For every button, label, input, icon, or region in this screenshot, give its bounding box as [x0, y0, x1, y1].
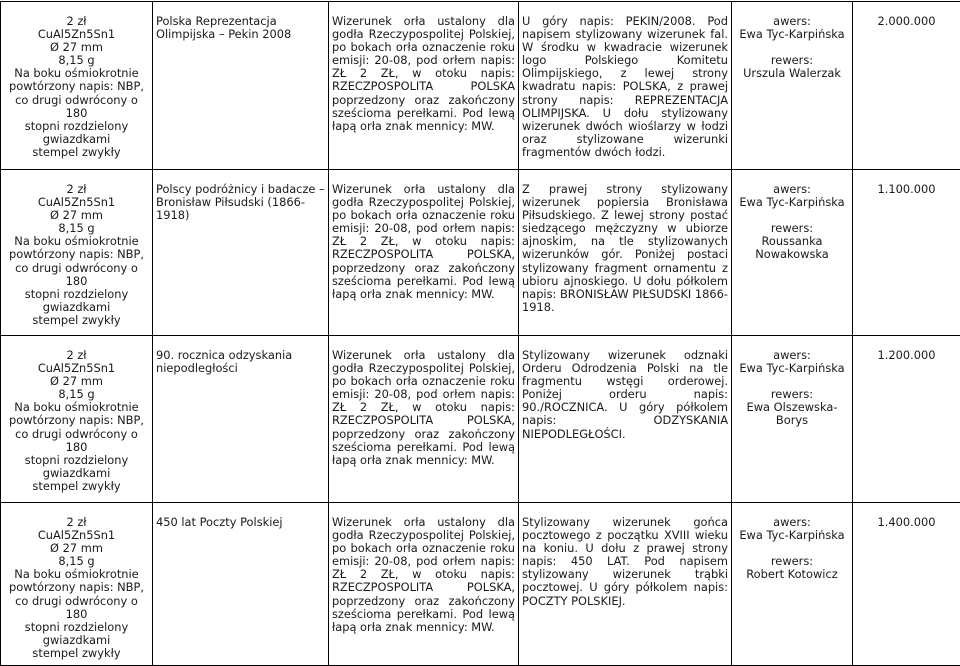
- coin-spec-line: stempel zwykły: [4, 314, 149, 327]
- coin-spec-line: stopni rozdzielony: [4, 120, 149, 133]
- mintage-quantity-cell: 1.100.000: [853, 170, 960, 336]
- coin-spec-line: CuAl5Zn5Sn1: [4, 28, 149, 41]
- authors-cell: [732, 503, 853, 666]
- coin-spec-line: stopni rozdzielony: [4, 621, 149, 634]
- reverse-description-cell: Stylizowany wizerunek odznaki Orderu Odrodzenia Polski na tle fragmentu wstęgi orderowej. Poniżej orderu napis: 90./ROCZNICA. U góry półkolem napis: ODZYSKANIA NIEPODLEGŁOŚCI.: [519, 336, 732, 503]
- awers-author: Ewa Tyc-Karpińska: [735, 529, 849, 542]
- coin-spec-line: gwiazdkami: [4, 467, 149, 480]
- awers-author: Ewa Tyc-Karpińska: [735, 362, 849, 375]
- coin-spec-line: CuAl5Zn5Sn1: [4, 529, 149, 542]
- coin-spec-line: stopni rozdzielony: [4, 288, 149, 301]
- coin-name-cell: 90. rocznica odzyskania niepodległości: [153, 336, 329, 503]
- coin-spec-line: Ø 27 mm: [4, 375, 149, 388]
- coin-spec-line: CuAl5Zn5Sn1: [4, 362, 149, 375]
- table-row: [1, 336, 960, 503]
- table-row: [1, 170, 960, 336]
- coin-spec-cell: [1, 170, 153, 336]
- obverse-description-cell: Wizerunek orła ustalony dla godła Rzeczypospolitej Polskiej, po bokach orła oznaczenie roku emisji: 20-08, pod orłem napis: ZŁ 2 ZŁ, w otoku napis: RZECZPOSPOLITA POLSKA, poprzedzony oraz zakończony sześcioma perełkami. Pod lewą łapą orła znak mennicy: MW.: [329, 503, 519, 666]
- coin-spec-cell: [1, 503, 153, 666]
- awers-label: awers:: [735, 183, 849, 196]
- awers-label: awers:: [735, 15, 849, 28]
- coin-spec-line: co drugi odwrócony o 180: [4, 94, 149, 120]
- coin-name-cell: 450 lat Poczty Polskiej: [153, 503, 329, 666]
- coin-spec-line: stempel zwykły: [4, 480, 149, 493]
- awers-author: Ewa Tyc-Karpińska: [735, 28, 849, 41]
- coin-spec-line: gwiazdkami: [4, 133, 149, 146]
- rewers-label: rewers:: [735, 555, 849, 568]
- coin-spec-line: 8,15 g: [4, 54, 149, 67]
- authors-cell: [732, 170, 853, 336]
- rewers-author: Roussanka Nowakowska: [735, 235, 849, 261]
- table-row: [1, 2, 960, 170]
- mintage-quantity-cell: 2.000.000: [853, 2, 960, 170]
- rewers-label: rewers:: [735, 388, 849, 401]
- coin-spec-line: 2 zł: [4, 15, 149, 28]
- coin-spec-line: powtórzony napis: NBP,: [4, 248, 149, 261]
- obverse-description-cell: Wizerunek orła ustalony dla godła Rzeczypospolitej Polskiej, po bokach orła oznaczenie roku emisji: 20-08, pod orłem napis: ZŁ 2 ZŁ, w otoku napis: RZECZPOSPOLITA POLSKA poprzedzony oraz zakończony sześcioma perełkami. Pod lewą łapą orła znak mennicy: MW.: [329, 2, 519, 170]
- reverse-description-cell: Z prawej strony stylizowany wizerunek popiersia Bronisława Piłsudskiego. Z lewej strony postać siedzącego mężczyzny w ubiorze ajnoskim, na tle stylizowanych wizerunków gór. Poniżej postaci stylizowany fragment ornamentu z ubioru ajnoskiego. U dołu półkolem napis: BRONISŁAW PIŁSUDSKI 1866-1918.: [519, 170, 732, 336]
- awers-label: awers:: [735, 349, 849, 362]
- reverse-description-cell: U góry napis: PEKIN/2008. Pod napisem stylizowany wizerunek fal. W środku w kwadracie wizerunek logo Polskiego Komitetu Olimpijskiego, z lewej strony kwadratu napis: POLSKA, z prawej strony napis: REPREZENTACJA OLIMPIJSKA. U dołu stylizowany wizerunek dwóch wioślarzy w łodzi oraz stylizowane wizerunki fragmentów dwóch łodzi.: [519, 2, 732, 170]
- coin-spec-line: stopni rozdzielony: [4, 454, 149, 467]
- coin-spec-line: gwiazdkami: [4, 301, 149, 314]
- obverse-description-cell: Wizerunek orła ustalony dla godła Rzeczypospolitej Polskiej, po bokach orła oznaczenie roku emisji: 20-08, pod orłem napis: ZŁ 2 ZŁ, w otoku napis: RZECZPOSPOLITA POLSKA, poprzedzony oraz zakończony sześcioma perełkami. Pod lewą łapą orła znak mennicy: MW.: [329, 336, 519, 503]
- coin-spec-line: 2 zł: [4, 516, 149, 529]
- coin-spec-cell: [1, 336, 153, 503]
- coin-spec-line: gwiazdkami: [4, 634, 149, 647]
- coin-spec-line: 8,15 g: [4, 222, 149, 235]
- reverse-description-cell: Stylizowany wizerunek gońca pocztowego z początku XVIII wieku na koniu. U dołu z prawej strony napis: 450 LAT. Pod napisem stylizowany wizerunek trąbki pocztowej. U góry półkolem napis: POCZTY POLSKIEJ.: [519, 503, 732, 666]
- awers-label: awers:: [735, 516, 849, 529]
- coin-spec-line: co drugi odwrócony o 180: [4, 262, 149, 288]
- coin-spec-line: powtórzony napis: NBP,: [4, 581, 149, 594]
- table-row: [1, 503, 960, 666]
- awers-author: Ewa Tyc-Karpińska: [735, 196, 849, 209]
- coin-spec-line: Ø 27 mm: [4, 542, 149, 555]
- rewers-author: Robert Kotowicz: [735, 568, 849, 581]
- coin-name-cell: Polscy podróżnicy i badacze – Bronisław Piłsudski (1866-1918): [153, 170, 329, 336]
- coin-spec-line: Na boku ośmiokrotnie: [4, 568, 149, 581]
- authors-cell: [732, 2, 853, 170]
- coin-spec-line: powtórzony napis: NBP,: [4, 80, 149, 93]
- coin-spec-line: powtórzony napis: NBP,: [4, 414, 149, 427]
- coin-spec-line: stempel zwykły: [4, 647, 149, 660]
- coin-spec-line: Na boku ośmiokrotnie: [4, 401, 149, 414]
- coin-name-cell: Polska Reprezentacja Olimpijska – Pekin 2008: [153, 2, 329, 170]
- coin-spec-line: Ø 27 mm: [4, 41, 149, 54]
- rewers-author: Urszula Walerzak: [735, 67, 849, 80]
- obverse-description-cell: Wizerunek orła ustalony dla godła Rzeczypospolitej Polskiej, po bokach orła oznaczenie roku emisji: 20-08, pod orłem napis: ZŁ 2 ZŁ, w otoku napis: RZECZPOSPOLITA POLSKA, poprzedzony oraz zakończony sześcioma perełkami. Pod lewą łapą orła znak mennicy: MW.: [329, 170, 519, 336]
- coin-issues-table: [0, 1, 960, 666]
- coin-spec-line: 2 zł: [4, 349, 149, 362]
- mintage-quantity-cell: 1.200.000: [853, 336, 960, 503]
- rewers-author: Ewa Olszewska-Borys: [735, 401, 849, 427]
- coin-spec-line: CuAl5Zn5Sn1: [4, 196, 149, 209]
- coin-spec-cell: [1, 2, 153, 170]
- coin-spec-line: 8,15 g: [4, 388, 149, 401]
- coin-spec-line: stempel zwykły: [4, 146, 149, 159]
- coin-spec-line: co drugi odwrócony o 180: [4, 428, 149, 454]
- coin-spec-line: Ø 27 mm: [4, 209, 149, 222]
- coin-spec-line: Na boku ośmiokrotnie: [4, 67, 149, 80]
- authors-cell: [732, 336, 853, 503]
- coin-spec-line: co drugi odwrócony o 180: [4, 595, 149, 621]
- coin-spec-line: Na boku ośmiokrotnie: [4, 235, 149, 248]
- mintage-quantity-cell: 1.400.000: [853, 503, 960, 666]
- rewers-label: rewers:: [735, 222, 849, 235]
- coin-spec-line: 2 zł: [4, 183, 149, 196]
- coin-spec-line: 8,15 g: [4, 555, 149, 568]
- rewers-label: rewers:: [735, 54, 849, 67]
